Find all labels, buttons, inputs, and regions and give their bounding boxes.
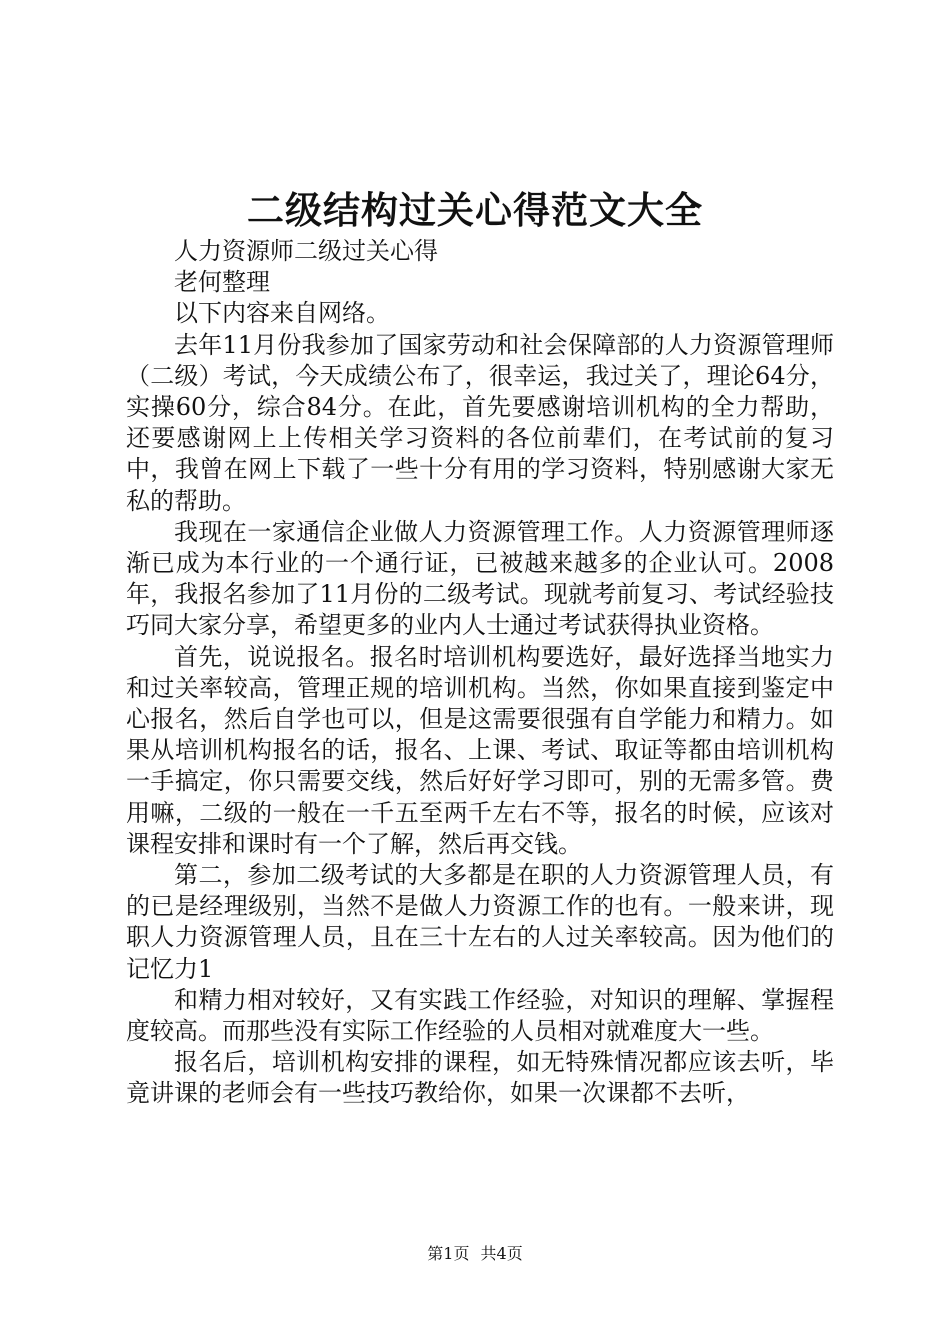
- page-number: 第1页: [427, 1244, 470, 1263]
- body-paragraph: 第二，参加二级考试的大多都是在职的人力资源管理人员，有的已是经理级别，当然不是做人力资源工作的也有。一般来讲，现职人力资源管理人员，且在三十左右的人过关率较高。因为他们的记忆力1: [126, 861, 834, 983]
- author-paragraph: 老何整理: [174, 268, 270, 297]
- source-paragraph: 以下内容来自网络。: [174, 299, 390, 328]
- body-paragraph: 我现在一家通信企业做人力资源管理工作。人力资源管理师逐渐已成为本行业的一个通行证，已被越来越多的企业认可。2008年，我报名参加了11月份的二级考试。现就考前复习、考试经验技巧同大家分享，希望更多的业内人士通过考试获得执业资格。: [126, 517, 834, 640]
- body-paragraph: 和精力相对较好，又有实践工作经验，对知识的理解、掌握程度较高。而那些没有实际工作经验的人员相对就难度大一些。: [126, 985, 834, 1046]
- body-paragraph: 首先，说说报名。报名时培训机构要选好，最好选择当地实力和过关率较高，管理正规的培训机构。当然，你如果直接到鉴定中心报名，然后自学也可以，但是这需要很强有自学能力和精力。如果从培训机构报名的话，报名、上课、考试、取证等都由培训机构一手搞定，你只需要交线，然后好好学习即可，别的无需多管。费用嘛，二级的一般在一千五至两千左右不等，报名的时候，应该对课程安排和课时有一个了解，然后再交钱。: [126, 642, 834, 858]
- document-body: [126, 236, 834, 1110]
- body-paragraph: 报名后，培训机构安排的课程，如无特殊情况都应该去听，毕竟讲课的老师会有一些技巧教给你，如果一次课都不去听，: [126, 1048, 834, 1108]
- page-total: 共4页: [480, 1244, 523, 1263]
- document-title: 二级结构过关心得范文大全: [247, 188, 703, 232]
- subtitle-paragraph: 人力资源师二级过关心得: [174, 237, 438, 265]
- body-paragraph: 去年11月份我参加了国家劳动和社会保障部的人力资源管理师（二级）考试，今天成绩公布了，很幸运，我过关了，理论64分，实操60分，综合84分。在此，首先要感谢培训机构的全力帮助，还要感谢网上上传相关学习资料的各位前辈们，在考试前的复习中，我曾在网上下载了一些十分有用的学习资料，特别感谢大家无私的帮助。: [126, 330, 834, 515]
- page-footer: [0, 1243, 950, 1265]
